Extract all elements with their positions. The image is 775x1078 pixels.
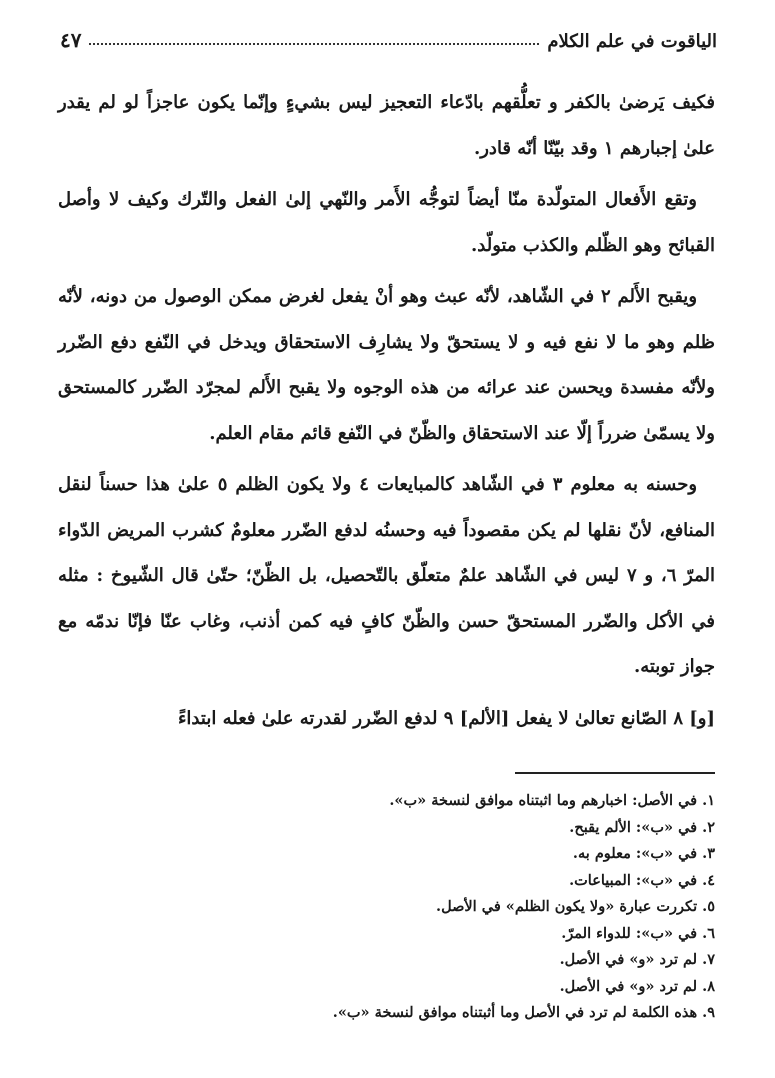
footnote-6: ٦. في «ب»: للدواء المرّ. <box>561 924 715 942</box>
footnote-8: ٨. لم ترد «و» في الأصل. <box>559 977 715 995</box>
paragraph-3: ويقبح الأَلم ٢ في الشّاهد، لأنّه عبث وهو أنْ يفعل لغرض ممكن الوصول من دونه، لأنّه ظلم وهو ما لا نفع فيه و لا يستحقّ ولا يشارِف الاستحقاق ويدخل في النّفع دفع الضّرر ولأنّه مفسدة ويحسن عند عرائه من هذه الوجوه ولا يقبح الأَلم لمجرّد الضّرر كالمستحق ولا يسمّىٰ ضرراً إلّا عند الاستحقاق والظّنّ في النّفع قائم مقام العلم. <box>58 286 715 444</box>
footnote-3: ٣. في «ب»: معلوم به. <box>572 845 715 862</box>
footnote-9: ٩. هذه الكلمة لم ترد في الأصل وما أثبتناه موافق لنسخة «ب». <box>332 1004 715 1021</box>
page-number: ٤٧ <box>60 28 82 52</box>
running-header <box>60 22 717 52</box>
footnote-7: ٧. لم ترد «و» في الأصل. <box>559 951 715 968</box>
main-text <box>58 80 715 747</box>
paragraph-1: فكيف يَرضىٰ بالكفر و تعلُّقهم بادّعاء التعجيز ليس بشيءٍ وإنّما يكون عاجزاً لو لم يقدر علىٰ إجبارهم ١ وقد بيّنّا أنّه قادر. <box>58 92 715 159</box>
footnote-5: ٥. تكررت عبارة «ولا يكون الظلم» في الأصل. <box>436 898 715 915</box>
footnote-4: ٤. في «ب»: المبياعات. <box>569 871 715 889</box>
footnotes <box>160 788 715 1027</box>
book-title: الياقوت في علم الكلام <box>547 31 717 52</box>
paragraph-5: [و] ٨ الصّانع تعالىٰ لا يفعل [الألم] ٩ لدفع الضّرر لقدرته علىٰ فعله ابتداءً <box>177 707 715 729</box>
footnote-2: ٢. في «ب»: الألم يقبح. <box>569 818 715 836</box>
footnote-separator <box>515 772 715 774</box>
paragraph-4: وحسنه به معلوم ٣ في الشّاهد كالمبايعات ٤ ولا يكون الظلم ٥ علىٰ هذا حسناً لنقل المنافع، لأنّ نقلها لم يكن مقصوداً فيه وحسنُه لدفع الضّرر معلومٌ كشرب المريض الدّواء المرّ ٦، و ٧ ليس في الشّاهد علمٌ متعلّق بالتّحصيل، بل الظّنّ؛ حتّىٰ قال الشّيوخ : مثله في الأكل والضّرر المستحقّ حسن والظّنّ كافٍ فيه كمن أذنب، وغاب عنّا فإنّا ندمّه مع جواز توبته. <box>58 474 715 677</box>
header-dot-leader <box>89 42 539 45</box>
footnote-1: ١. في الأصل: اخبارهم وما اثبتناه موافق لنسخة «ب». <box>389 792 715 809</box>
paragraph-2: وتقع الأَفعال المتولّدة منّا أيضاً لتوجُّه الأَمر والنّهي إلىٰ الفعل والتّرك وكيف لا وأصل القبائح وهو الظّلم والكذب متولّد. <box>58 189 715 256</box>
